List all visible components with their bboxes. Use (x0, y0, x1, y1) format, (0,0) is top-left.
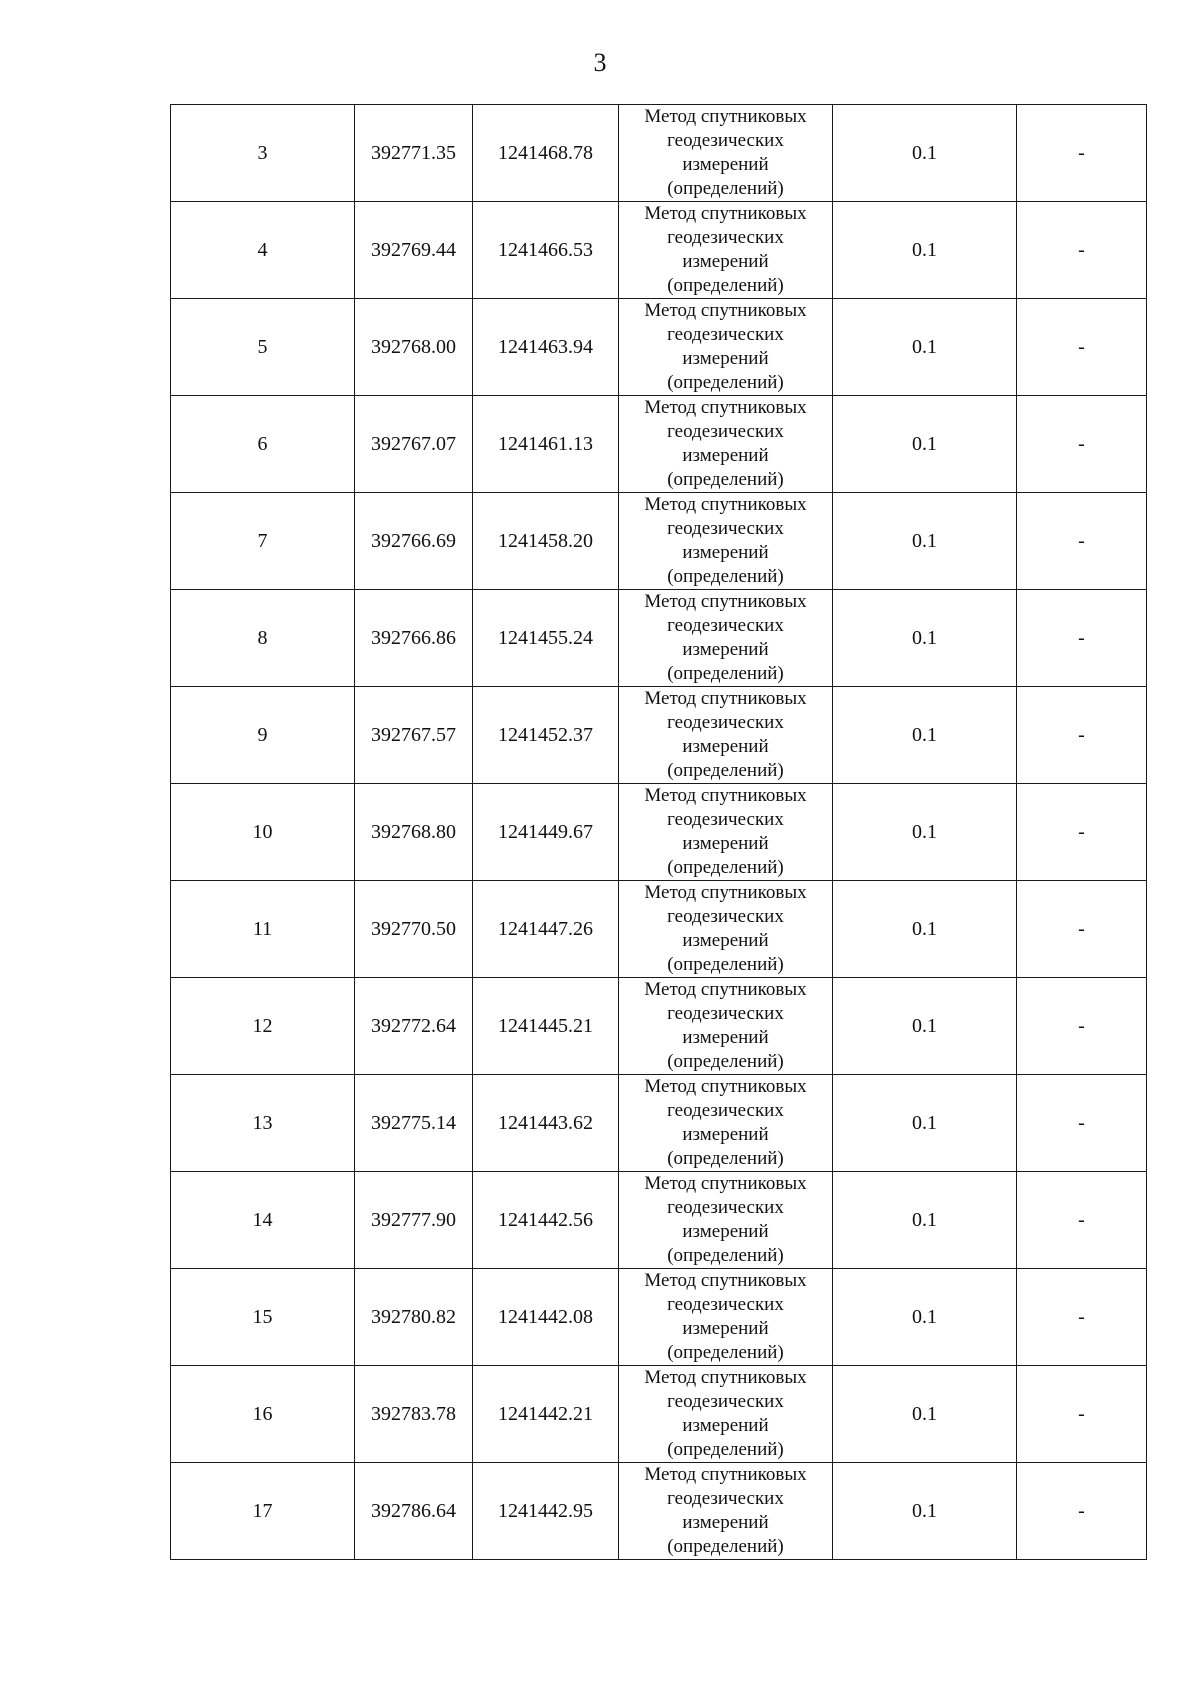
method-text-line: геодезических (667, 1003, 784, 1024)
accuracy-cell: 0.1 (833, 590, 1017, 687)
method-text-line: измерений (682, 542, 769, 563)
y-coordinate-cell: 1241463.94 (473, 299, 619, 396)
method-cell (619, 299, 833, 396)
method-text-line: (определений) (667, 372, 784, 393)
point-number-cell: 15 (171, 1269, 355, 1366)
y-coordinate-cell: 1241449.67 (473, 784, 619, 881)
x-coordinate-cell: 392768.00 (355, 299, 473, 396)
table-row (171, 202, 1147, 299)
method-text-line: геодезических (667, 1100, 784, 1121)
x-coordinate-cell: 392786.64 (355, 1463, 473, 1560)
method-text-line: (определений) (667, 1439, 784, 1460)
method-text-line: Метод спутниковых (644, 1270, 807, 1291)
method-text-line: Метод спутниковых (644, 397, 807, 418)
y-coordinate-cell: 1241443.62 (473, 1075, 619, 1172)
x-coordinate-cell: 392766.86 (355, 590, 473, 687)
accuracy-cell: 0.1 (833, 1463, 1017, 1560)
accuracy-cell: 0.1 (833, 299, 1017, 396)
point-number-cell: 12 (171, 978, 355, 1075)
x-coordinate-cell: 392777.90 (355, 1172, 473, 1269)
note-cell: - (1017, 396, 1147, 493)
accuracy-cell: 0.1 (833, 1075, 1017, 1172)
method-text-line: Метод спутниковых (644, 1173, 807, 1194)
accuracy-cell: 0.1 (833, 1366, 1017, 1463)
x-coordinate-cell: 392768.80 (355, 784, 473, 881)
method-text-line: (определений) (667, 857, 784, 878)
note-cell: - (1017, 202, 1147, 299)
note-cell: - (1017, 978, 1147, 1075)
page-number: 3 (593, 48, 607, 77)
method-cell (619, 1075, 833, 1172)
method-text-line: (определений) (667, 1148, 784, 1169)
table-row (171, 1269, 1147, 1366)
note-cell: - (1017, 1269, 1147, 1366)
method-text-line: Метод спутниковых (644, 494, 807, 515)
y-coordinate-cell: 1241468.78 (473, 105, 619, 202)
method-text-line: измерений (682, 1415, 769, 1436)
point-number-cell: 5 (171, 299, 355, 396)
table-row (171, 687, 1147, 784)
method-text-line: Метод спутниковых (644, 882, 807, 903)
method-cell (619, 1366, 833, 1463)
method-cell (619, 105, 833, 202)
method-cell (619, 590, 833, 687)
method-cell (619, 1172, 833, 1269)
y-coordinate-cell: 1241442.95 (473, 1463, 619, 1560)
method-text-line: (определений) (667, 1536, 784, 1557)
method-text-line: Метод спутниковых (644, 1367, 807, 1388)
y-coordinate-cell: 1241442.56 (473, 1172, 619, 1269)
method-text-line: (определений) (667, 663, 784, 684)
method-text-line: (определений) (667, 469, 784, 490)
accuracy-cell: 0.1 (833, 493, 1017, 590)
y-coordinate-cell: 1241445.21 (473, 978, 619, 1075)
method-text-line: (определений) (667, 1342, 784, 1363)
method-text-line: измерений (682, 639, 769, 660)
y-coordinate-cell: 1241442.08 (473, 1269, 619, 1366)
method-text-line: измерений (682, 736, 769, 757)
accuracy-cell: 0.1 (833, 784, 1017, 881)
table-row (171, 1172, 1147, 1269)
accuracy-cell: 0.1 (833, 202, 1017, 299)
table-row (171, 784, 1147, 881)
table-row (171, 590, 1147, 687)
method-text-line: геодезических (667, 809, 784, 830)
y-coordinate-cell: 1241442.21 (473, 1366, 619, 1463)
method-cell (619, 784, 833, 881)
point-number-cell: 7 (171, 493, 355, 590)
accuracy-cell: 0.1 (833, 1172, 1017, 1269)
note-cell: - (1017, 1075, 1147, 1172)
point-number-cell: 17 (171, 1463, 355, 1560)
method-text-line: измерений (682, 930, 769, 951)
method-text-line: (определений) (667, 275, 784, 296)
x-coordinate-cell: 392771.35 (355, 105, 473, 202)
method-text-line: (определений) (667, 1051, 784, 1072)
point-number-cell: 16 (171, 1366, 355, 1463)
x-coordinate-cell: 392767.57 (355, 687, 473, 784)
method-text-line: геодезических (667, 130, 784, 151)
method-text-line: Метод спутниковых (644, 203, 807, 224)
y-coordinate-cell: 1241466.53 (473, 202, 619, 299)
x-coordinate-cell: 392767.07 (355, 396, 473, 493)
method-cell (619, 1463, 833, 1560)
method-text-line: геодезических (667, 1391, 784, 1412)
table-row (171, 881, 1147, 978)
method-text-line: (определений) (667, 954, 784, 975)
note-cell: - (1017, 881, 1147, 978)
method-cell (619, 978, 833, 1075)
method-text-line: геодезических (667, 1294, 784, 1315)
note-cell: - (1017, 493, 1147, 590)
method-text-line: Метод спутниковых (644, 591, 807, 612)
point-number-cell: 10 (171, 784, 355, 881)
y-coordinate-cell: 1241455.24 (473, 590, 619, 687)
point-number-cell: 4 (171, 202, 355, 299)
coordinates-table-container (170, 104, 1146, 1560)
method-text-line: измерений (682, 445, 769, 466)
accuracy-cell: 0.1 (833, 105, 1017, 202)
table-row (171, 493, 1147, 590)
point-number-cell: 11 (171, 881, 355, 978)
method-cell (619, 687, 833, 784)
method-text-line: измерений (682, 1124, 769, 1145)
method-text-line: Метод спутниковых (644, 1076, 807, 1097)
method-text-line: измерений (682, 833, 769, 854)
method-text-line: Метод спутниковых (644, 785, 807, 806)
point-number-cell: 3 (171, 105, 355, 202)
y-coordinate-cell: 1241452.37 (473, 687, 619, 784)
method-cell (619, 493, 833, 590)
method-text-line: геодезических (667, 906, 784, 927)
accuracy-cell: 0.1 (833, 881, 1017, 978)
method-text-line: измерений (682, 1512, 769, 1533)
method-text-line: измерений (682, 154, 769, 175)
method-cell (619, 396, 833, 493)
method-cell (619, 202, 833, 299)
x-coordinate-cell: 392766.69 (355, 493, 473, 590)
note-cell: - (1017, 687, 1147, 784)
table-body (171, 105, 1147, 1560)
table-row (171, 1366, 1147, 1463)
x-coordinate-cell: 392770.50 (355, 881, 473, 978)
method-text-line: Метод спутниковых (644, 979, 807, 1000)
point-number-cell: 9 (171, 687, 355, 784)
note-cell: - (1017, 1172, 1147, 1269)
coordinates-table (170, 104, 1147, 1560)
accuracy-cell: 0.1 (833, 978, 1017, 1075)
y-coordinate-cell: 1241461.13 (473, 396, 619, 493)
method-text-line: (определений) (667, 178, 784, 199)
method-cell (619, 881, 833, 978)
x-coordinate-cell: 392783.78 (355, 1366, 473, 1463)
method-text-line: (определений) (667, 1245, 784, 1266)
method-text-line: измерений (682, 1027, 769, 1048)
note-cell: - (1017, 784, 1147, 881)
y-coordinate-cell: 1241447.26 (473, 881, 619, 978)
point-number-cell: 13 (171, 1075, 355, 1172)
method-text-line: измерений (682, 1318, 769, 1339)
y-coordinate-cell: 1241458.20 (473, 493, 619, 590)
method-text-line: Метод спутниковых (644, 1464, 807, 1485)
method-text-line: геодезических (667, 324, 784, 345)
table-row (171, 1075, 1147, 1172)
accuracy-cell: 0.1 (833, 396, 1017, 493)
method-text-line: (определений) (667, 760, 784, 781)
table-row (171, 978, 1147, 1075)
method-text-line: геодезических (667, 1488, 784, 1509)
accuracy-cell: 0.1 (833, 687, 1017, 784)
method-text-line: Метод спутниковых (644, 106, 807, 127)
x-coordinate-cell: 392772.64 (355, 978, 473, 1075)
x-coordinate-cell: 392780.82 (355, 1269, 473, 1366)
method-text-line: геодезических (667, 421, 784, 442)
note-cell: - (1017, 105, 1147, 202)
accuracy-cell: 0.1 (833, 1269, 1017, 1366)
note-cell: - (1017, 1463, 1147, 1560)
method-cell (619, 1269, 833, 1366)
x-coordinate-cell: 392769.44 (355, 202, 473, 299)
method-text-line: Метод спутниковых (644, 300, 807, 321)
method-text-line: геодезических (667, 227, 784, 248)
method-text-line: (определений) (667, 566, 784, 587)
note-cell: - (1017, 1366, 1147, 1463)
point-number-cell: 8 (171, 590, 355, 687)
table-row (171, 396, 1147, 493)
method-text-line: геодезических (667, 518, 784, 539)
method-text-line: измерений (682, 348, 769, 369)
point-number-cell: 14 (171, 1172, 355, 1269)
x-coordinate-cell: 392775.14 (355, 1075, 473, 1172)
method-text-line: геодезических (667, 615, 784, 636)
method-text-line: геодезических (667, 712, 784, 733)
table-row (171, 105, 1147, 202)
point-number-cell: 6 (171, 396, 355, 493)
table-row (171, 1463, 1147, 1560)
method-text-line: Метод спутниковых (644, 688, 807, 709)
note-cell: - (1017, 299, 1147, 396)
note-cell: - (1017, 590, 1147, 687)
table-row (171, 299, 1147, 396)
method-text-line: измерений (682, 1221, 769, 1242)
method-text-line: геодезических (667, 1197, 784, 1218)
method-text-line: измерений (682, 251, 769, 272)
